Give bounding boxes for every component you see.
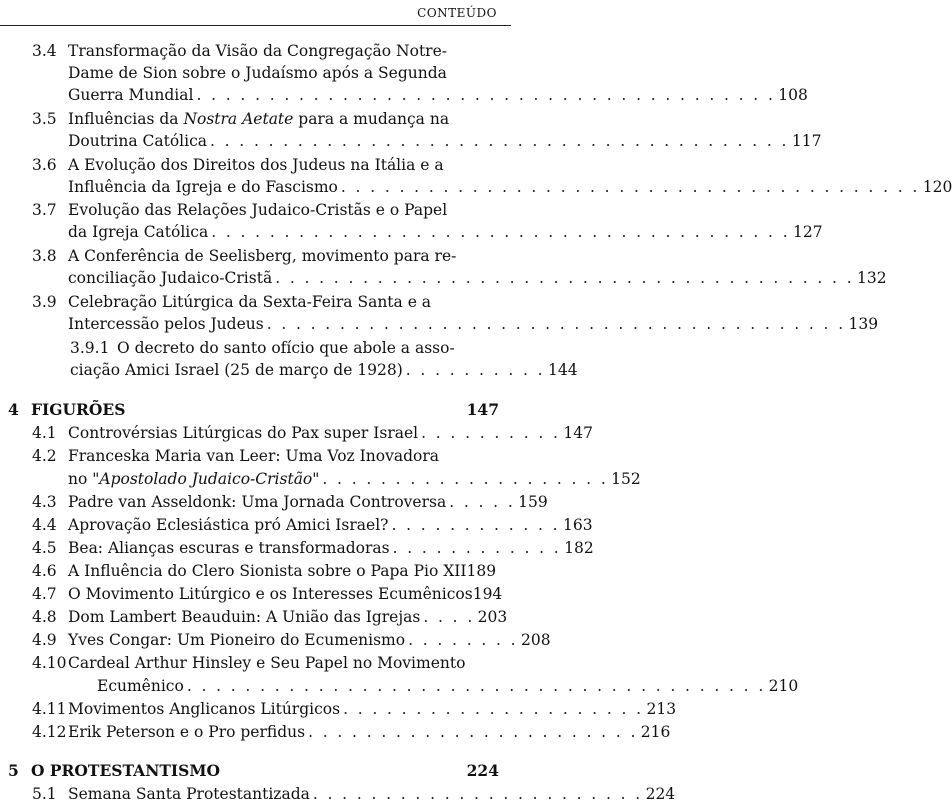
entry-number: 5.1 [32, 785, 57, 803]
entry-title-last: Guerra Mundial [68, 86, 194, 104]
page-number: 210 [768, 677, 799, 695]
page-number: 194 [472, 585, 503, 603]
toc-entry-3-9-1-last-line[interactable] [70, 359, 578, 381]
toc-entry-3-7[interactable] [0, 199, 511, 221]
entry-title-last: Erik Peterson e o Pro perfidus [68, 723, 306, 741]
toc-entry-4-5[interactable] [0, 537, 594, 559]
dot-leader: . . . . . . . . . . [421, 424, 561, 442]
entry-number: 4.3 [32, 493, 57, 511]
toc-entry-4-1[interactable] [0, 422, 593, 444]
dot-leader: . . . . . . . . . . . . . . . . . . . . . . . . . . . . . . . . . . . . . . . . [210, 132, 789, 150]
entry-number: 4.2 [32, 447, 57, 465]
toc-entry-3-9-last-line[interactable] [68, 313, 879, 335]
page-number: 163 [563, 516, 593, 534]
toc-entry-3-4[interactable] [0, 40, 511, 62]
entry-number: 3.4 [32, 42, 57, 60]
entry-title-line-2: Dame de Sion sobre o Judaísmo após a Segunda [68, 64, 447, 82]
entry-title-last: ciação Amici Israel (25 de março de 1928) [70, 361, 403, 379]
entry-number: 3.8 [32, 247, 57, 265]
title-part: para a mudança na [293, 110, 450, 128]
entry-title-last: Doutrina Católica [68, 132, 207, 150]
toc-chapter-4[interactable] [0, 399, 511, 421]
entry-title-last: Yves Congar: Um Pioneiro do Ecumenismo [68, 631, 406, 649]
toc-entry-3-9-1[interactable] [0, 337, 511, 359]
entry-title-last: Intercessão pelos Judeus [68, 315, 264, 333]
toc-entry-3-4-last-line[interactable] [68, 84, 808, 106]
dot-leader: . . . . . . . . . . . . . . . . . . . . . . . . . . . . . . . . . . . . . . . . [275, 269, 855, 287]
entry-title-last: Padre van Asseldonk: Uma Jornada Controversa [68, 493, 447, 511]
header-rule [0, 25, 511, 26]
entry-number: 4.12 [32, 723, 67, 741]
entry-title-last: A Influência do Clero Sionista sobre o Papa Pio XII [68, 562, 467, 580]
page-number: 189 [466, 562, 497, 580]
entry-title-row [68, 537, 594, 559]
dot-leader: . . . . . . . . . . . . . . . . . . . . [322, 470, 609, 488]
entry-title-line-1: Evolução das Relações Judaico-Cristãs e o Papel [68, 201, 448, 219]
entry-title-row [68, 583, 503, 605]
entry-title-row [68, 514, 593, 536]
toc-entry-3-6-last-line[interactable] [68, 176, 952, 198]
title-part: no " [68, 470, 100, 488]
dot-leader: . . . . . . . . . . . . . . . . . . . . . . . . . . . . . . . . . . . . . . . . [340, 178, 920, 196]
page-number: 159 [518, 493, 548, 511]
dot-leader: . . . . . . . . . . . . . . . . . . . . . . . [312, 785, 643, 803]
chapter-page-number: 224 [466, 761, 499, 780]
toc-entry-3-8-last-line[interactable] [68, 267, 887, 289]
toc-entry-4-2-last-line[interactable] [68, 468, 641, 490]
page-number: 139 [848, 315, 879, 333]
toc-chapter-5[interactable] [0, 760, 511, 782]
entry-title-last: Controvérsias Litúrgicas do Pax super Israel [68, 424, 419, 442]
dot-leader: . . . . . . . . . . . . . . . . . . . . . . . . . . . . . . . . . . . . . . . . [266, 315, 846, 333]
entry-number: 4.1 [32, 424, 57, 442]
entry-title-last: Semana Santa Protestantizada [68, 785, 310, 803]
entry-number: 4.7 [32, 585, 57, 603]
dot-leader: . . . . . . . . . . [405, 361, 545, 379]
toc-entry-3-8[interactable] [0, 245, 511, 267]
dot-leader: . . . . . . . . . . . . [391, 516, 561, 534]
entry-title-row [68, 629, 551, 651]
entry-title-last: O Movimento Litúrgico e os Interesses Ecumênicos [68, 585, 473, 603]
entry-title-line-1: Transformação da Visão da Congregação Notre- [68, 42, 448, 60]
entry-number: 4.11 [32, 700, 67, 718]
entry-title-last: Movimentos Anglicanos Litúrgicos [68, 700, 341, 718]
entry-title-row [68, 783, 676, 805]
entry-number: 3.7 [32, 201, 57, 219]
toc-entry-3-7-last-line[interactable] [68, 221, 823, 243]
entry-title-last: Influência da Igreja e do Fascismo [68, 178, 338, 196]
page-number: 152 [611, 470, 641, 488]
entry-number: 4.5 [32, 539, 57, 557]
page-number: 203 [477, 608, 508, 626]
toc-entry-4-10-last-line[interactable] [97, 675, 799, 697]
page-number: 216 [640, 723, 671, 741]
chapter-title: O PROTESTANTISMO [31, 761, 220, 780]
entry-number: 3.9.1 [70, 339, 110, 357]
page-number: 120 [922, 178, 952, 196]
chapter-number: 4 [8, 400, 19, 419]
title-part: Influências da [68, 110, 184, 128]
entry-title-row [68, 606, 508, 628]
entry-number: 4.6 [32, 562, 57, 580]
entry-number: 3.9 [32, 293, 57, 311]
page-number: 182 [564, 539, 594, 557]
toc-entry-4-11[interactable] [0, 698, 677, 720]
title-italic-part: Nostra Aetate [183, 110, 294, 128]
entry-title-last: da Igreja Católica [68, 223, 209, 241]
page-number: 132 [857, 269, 887, 287]
toc-entry-4-8[interactable] [0, 606, 511, 628]
chapter-page-number: 147 [466, 400, 499, 419]
page-number: 144 [548, 361, 578, 379]
chapter-number: 5 [8, 761, 19, 780]
dot-leader: . . . . . . . . [408, 631, 518, 649]
toc-entry-5-1[interactable] [0, 783, 676, 805]
entry-title-last: conciliação Judaico-Cristã [68, 269, 273, 287]
dot-leader: . . . . . . . . . . . . . . . . . . . . . . . . . . . . . . . . . . . . . . . . [186, 677, 766, 695]
entry-title-last: Aprovação Eclesiástica pró Amici Israel? [68, 516, 389, 534]
entry-title-line-1 [68, 108, 449, 130]
entry-title-line-1: A Evolução dos Direitos dos Judeus na Itália e a [68, 156, 444, 174]
entry-title-row [68, 721, 671, 743]
entry-title-row [68, 560, 499, 582]
entry-title-line-1: Cardeal Arthur Hinsley e Seu Papel no Movimento [68, 654, 466, 672]
page-number: 213 [646, 700, 677, 718]
toc-entry-4-10[interactable] [0, 652, 511, 674]
page-number: 117 [791, 132, 822, 150]
entry-title-row [68, 422, 593, 444]
dot-leader: . . . . . . . . . . . . [392, 539, 562, 557]
toc-entry-4-12[interactable] [0, 721, 671, 743]
toc-entry-3-5[interactable] [0, 108, 511, 130]
chapter-title: FIGURÕES [31, 400, 126, 419]
entry-title-last [68, 468, 319, 490]
dot-leader: . . . . . . . . . . . . . . . . . . . . . . . . . . . . . . . . . . . . . . . . [196, 86, 776, 104]
page-number: 127 [793, 223, 823, 241]
entry-title-last: Dom Lambert Beauduin: A União das Igrejas [68, 608, 421, 626]
entry-title-last: Ecumênico [97, 677, 184, 695]
entry-number: 4.8 [32, 608, 57, 626]
entry-title-line-1: O decreto do santo ofício que abole a asso- [117, 339, 455, 357]
running-header-title: CONTEÚDO [417, 6, 497, 20]
title-part: " [312, 470, 320, 488]
entry-title-last: Bea: Alianças escuras e transformadoras [68, 539, 390, 557]
entry-title-row [68, 698, 677, 720]
toc-entry-3-6[interactable] [0, 154, 511, 176]
dot-leader: . . . . . . . . . . . . . . . . . . . . . . . . . . . . . . . . . . . . . . . . [211, 223, 791, 241]
toc-entry-4-9[interactable] [0, 629, 551, 651]
toc-entry-4-7[interactable] [0, 583, 511, 605]
toc-entry-3-4-line-2 [68, 62, 447, 84]
entry-title-line-1: Celebração Litúrgica da Sexta-Feira Santa e a [68, 293, 432, 311]
toc-entry-4-2[interactable] [0, 445, 511, 467]
entry-number: 4.10 [32, 654, 67, 672]
toc-entry-4-4[interactable] [0, 514, 593, 536]
page-number: 108 [778, 86, 808, 104]
entry-title-line-1: Franceska Maria van Leer: Uma Voz Inovadora [68, 447, 439, 465]
entry-number: 3.6 [32, 156, 57, 174]
dot-leader: . . . . . . . . . . . . . . . . . . . . . [343, 700, 644, 718]
toc-entry-3-9[interactable] [0, 291, 511, 313]
entry-number: 4.4 [32, 516, 57, 534]
toc-entry-4-3[interactable] [0, 491, 548, 513]
page-number: 224 [645, 785, 676, 803]
entry-number: 3.5 [32, 110, 57, 128]
entry-title-row [68, 491, 548, 513]
page-number: 208 [521, 631, 551, 649]
entry-number: 4.9 [32, 631, 57, 649]
entry-title-line-1: A Conferência de Seelisberg, movimento para re- [68, 247, 457, 265]
dot-leader: . . . . [423, 608, 475, 626]
toc-entry-3-5-last-line[interactable] [68, 130, 822, 152]
title-italic-part: Apostolado Judaico-Cristão [99, 470, 313, 488]
running-header [0, 0, 511, 26]
dot-leader: . . . . . [449, 493, 516, 511]
toc-entry-4-6[interactable] [0, 560, 511, 582]
dot-leader: . . . . . . . . . . . . . . . . . . . . . . . [308, 723, 638, 741]
page-number: 147 [563, 424, 593, 442]
